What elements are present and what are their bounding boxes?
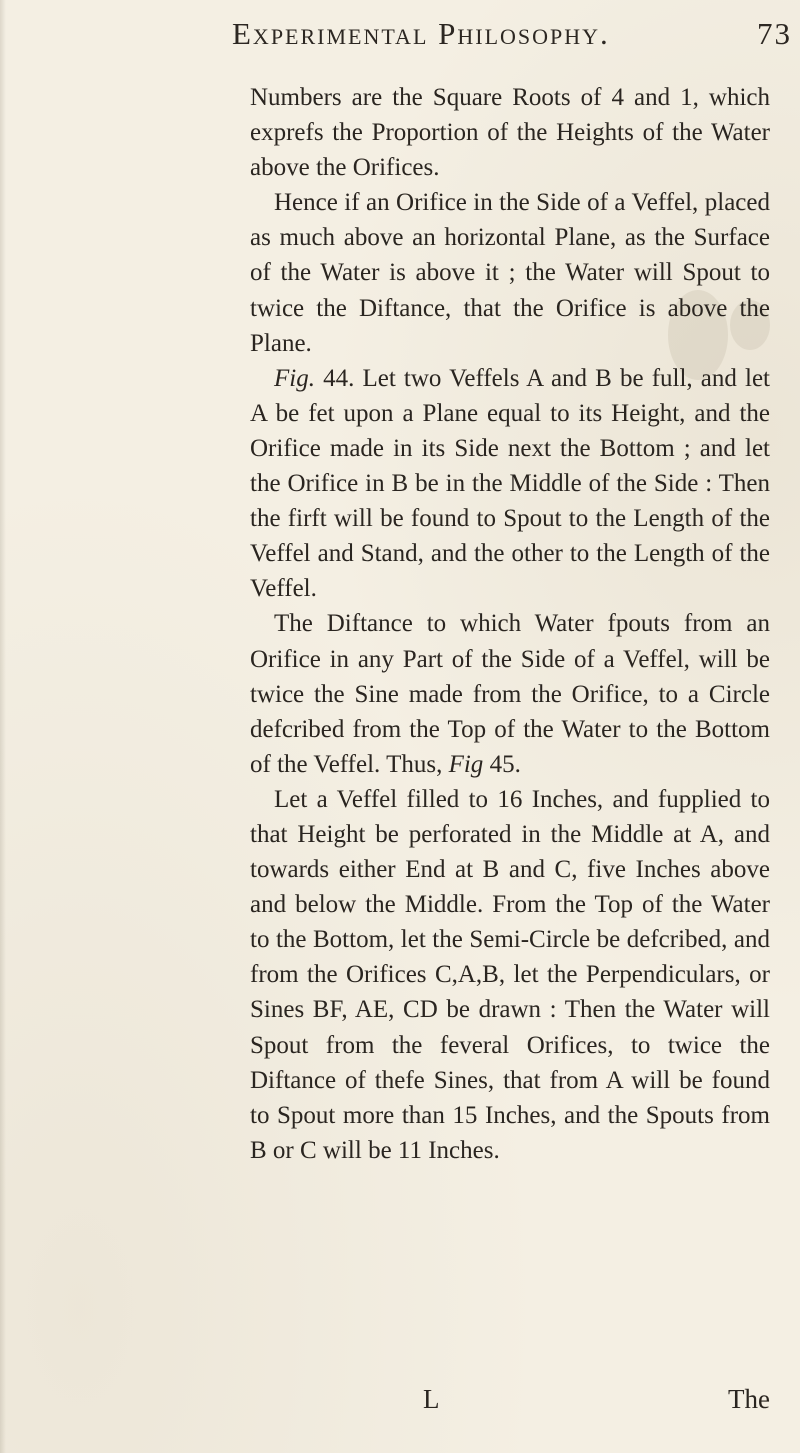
paragraph: Let a Veffel filled to 16 Inches, and fupplied to that Height be perforated in the Middle at A, and towards either End at B and C, five Inches above and below the Middle. From the Top of the Water to the Bottom, let the Semi-Circle be defcribed, and from the Orifices C,A,B, let the Perpendiculars, or Sines BF, AE, CD be drawn : Then the Water will Spout from the feveral Orifices, to twice the Diftance of thefe Sines, that from A will be found to Spout more than 15 Inches, and the Spouts from B or C will be 11 Inches. — [250, 785, 770, 1164]
paragraph: Fig. 44. Let two Veffels A and B be full, and let A be fet upon a Plane equal to its Height, and the Orifice made in its Side next the Bottom ; and let the Orifice in B be in the Middle of the Side : Then the firft will be found to Spout to the Length of the Veffel and Stand, and the other to the Length of the Veffel. — [250, 364, 770, 603]
scan-edge-shadow — [0, 0, 6, 1453]
paragraph: Numbers are the Square Roots of 4 and 1, which exprefs the Proportion of the Heights of the Water above the Orifices. — [250, 84, 770, 182]
catchline — [250, 1384, 770, 1424]
body-text — [250, 80, 770, 1168]
page-number: 73 — [757, 16, 792, 51]
paragraph: The Diftance to which Water fpouts from an Orifice in any Part of the Side of a Veffel, will be twice the Sine made from the Orifice, to a Circle defcribed from the Top of the Water to the Bottom of the Veffel. Thus, Fig 45. — [250, 610, 770, 778]
running-head — [232, 16, 792, 66]
paragraph: Hence if an Orifice in the Side of a Veffel, placed as much above an horizontal Plane, as the Surface of the Water is above it ; the Water will Spout to twice the Diftance, that the Orifice is above the Plane. — [250, 189, 770, 357]
catchword: The — [728, 1384, 770, 1414]
running-head-title: Experimental Philosophy. — [232, 16, 610, 51]
signature-mark: L — [423, 1384, 440, 1414]
